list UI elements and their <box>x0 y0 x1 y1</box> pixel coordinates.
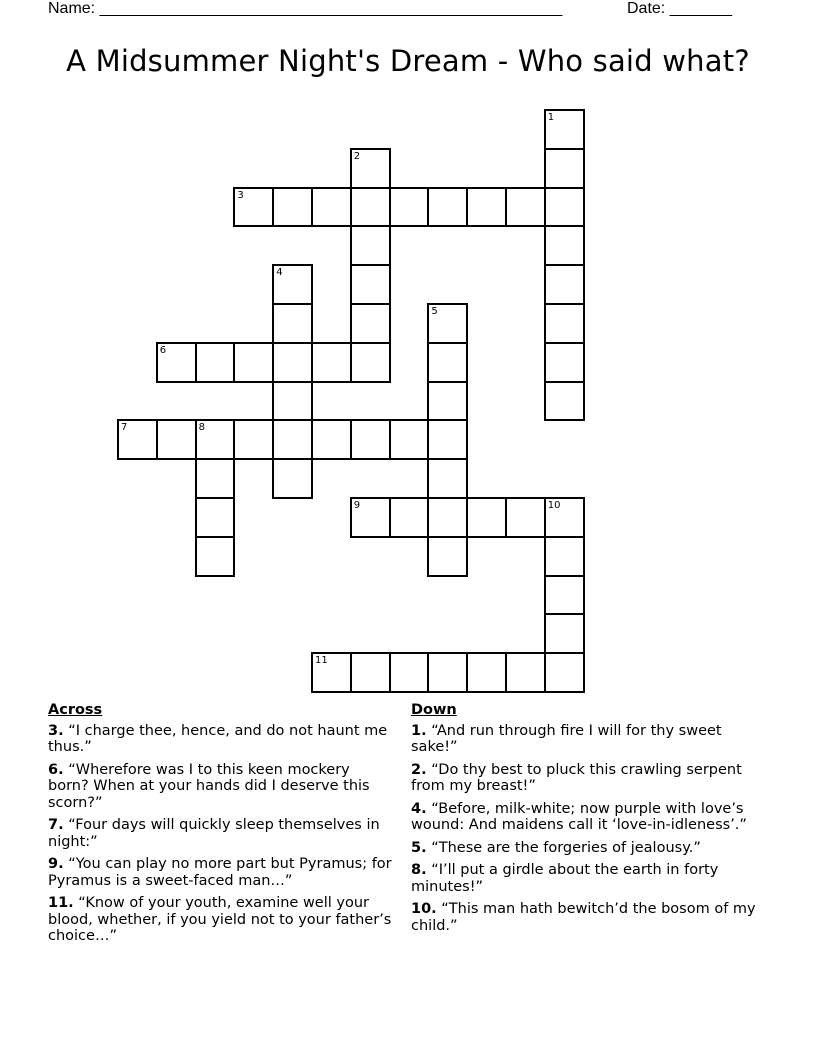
clue-item-text: “I’ll put a girdle about the earth in forty minutes!” <box>411 862 719 895</box>
grid-cell[interactable] <box>544 613 585 654</box>
clue-item-text: “Four days will quickly sleep themselves in night:” <box>48 817 380 850</box>
grid-cell[interactable] <box>466 497 507 538</box>
grid-cell[interactable] <box>466 652 507 693</box>
clue-number: 8 <box>198 422 205 434</box>
grid-cell[interactable] <box>311 342 352 383</box>
grid-cell[interactable] <box>389 187 430 228</box>
name-field-label: Name: ____________________________________________________ <box>48 0 563 17</box>
grid-cell[interactable] <box>427 419 468 460</box>
clue-item-text: “These are the forgeries of jealousy.” <box>426 839 701 856</box>
clue-item-text: “I charge thee, hence, and do not haunt me thus.” <box>48 722 388 755</box>
clue-item-text: “Do thy best to pluck this crawling serpent from my breast!” <box>411 761 742 794</box>
down-clues <box>411 702 761 940</box>
grid-cell[interactable] <box>505 497 546 538</box>
grid-cell[interactable] <box>544 342 585 383</box>
clue-item-text: “This man hath bewitch’d the bosom of my child.” <box>411 901 756 934</box>
grid-cell[interactable] <box>272 458 313 499</box>
clue-item-text: “Wherefore was I to this keen mockery born? When at your hands did I deserve this scorn?” <box>48 761 370 811</box>
grid-cell[interactable] <box>544 381 585 422</box>
clue-number: 4 <box>276 267 283 279</box>
grid-cell[interactable] <box>311 187 352 228</box>
grid-cell[interactable] <box>427 381 468 422</box>
clue-item-number: 5. <box>411 839 427 856</box>
grid-cell[interactable] <box>350 303 391 344</box>
clue-item-number: 11. <box>48 895 74 911</box>
grid-cell[interactable] <box>427 458 468 499</box>
grid-cell[interactable] <box>427 652 468 693</box>
grid-cell[interactable] <box>505 187 546 228</box>
grid-cell[interactable] <box>272 303 313 344</box>
grid-cell[interactable] <box>544 148 585 189</box>
grid-cell[interactable] <box>350 342 391 383</box>
clue-item <box>48 817 393 850</box>
clue-item-number: 3. <box>48 722 64 739</box>
across-clue-list <box>48 723 393 945</box>
grid-cell[interactable] <box>272 342 313 383</box>
clue-number: 1 <box>547 112 555 123</box>
clue-number: 11 <box>315 655 328 667</box>
grid-cell[interactable] <box>427 342 468 383</box>
grid-cell[interactable] <box>427 536 468 577</box>
clue-number: 7 <box>121 422 128 434</box>
clue-item-number: 7. <box>48 817 64 833</box>
down-heading: Down <box>411 702 457 718</box>
clue-number: 6 <box>159 344 167 356</box>
grid-cell[interactable] <box>195 342 236 383</box>
grid-cell[interactable] <box>389 419 430 460</box>
grid-cell[interactable] <box>272 381 313 422</box>
clue-item <box>411 862 761 895</box>
clue-item-text: “And run through fire I will for thy sweet sake!” <box>411 722 722 755</box>
clue-item-number: 6. <box>48 761 64 778</box>
clue-item <box>48 723 393 756</box>
clue-item-number: 8. <box>411 862 427 878</box>
clue-item <box>48 856 393 889</box>
grid-cell[interactable] <box>544 303 585 344</box>
down-clue-list <box>411 723 761 935</box>
grid-cell[interactable] <box>311 419 352 460</box>
clue-item <box>48 895 393 945</box>
grid-cell[interactable] <box>156 419 197 460</box>
grid-cell[interactable] <box>272 187 313 228</box>
grid-cell[interactable] <box>427 497 468 538</box>
grid-cell[interactable] <box>195 458 236 499</box>
grid-cell[interactable] <box>350 225 391 266</box>
clue-number: 5 <box>431 306 438 317</box>
grid-cell[interactable] <box>427 187 468 228</box>
grid-cell[interactable] <box>350 264 391 305</box>
across-clues <box>48 702 393 951</box>
clue-item-number: 1. <box>411 722 427 739</box>
clue-item-number: 2. <box>411 761 427 778</box>
grid-cell[interactable] <box>389 652 430 693</box>
clue-item-number: 10. <box>411 901 437 917</box>
grid-cell[interactable] <box>544 264 585 305</box>
clue-item-number: 4. <box>411 800 427 817</box>
grid-cell[interactable] <box>350 652 391 693</box>
clue-item <box>411 723 761 756</box>
grid-cell[interactable] <box>544 536 585 577</box>
puzzle-title: A Midsummer Night's Dream - Who said what? <box>66 44 750 78</box>
across-heading: Across <box>48 702 103 718</box>
clue-item <box>411 762 761 795</box>
grid-cell[interactable] <box>505 652 546 693</box>
grid-cell[interactable] <box>544 575 585 616</box>
grid-cell[interactable] <box>350 187 391 228</box>
clue-item-text: “You can play no more part but Pyramus; for Pyramus is a sweet-faced man…” <box>48 856 392 889</box>
date-field-label: Date: _______ <box>627 0 732 17</box>
clue-item-text: “Before, milk-white; now purple with love’s wound: And maidens call it ‘love-in-idleness’.” <box>411 800 747 833</box>
clue-item-number: 9. <box>48 856 64 872</box>
grid-cell[interactable] <box>544 652 585 693</box>
clue-item <box>411 840 761 857</box>
clue-item-text: “Know of your youth, examine well your blood, whether, if you yield not to your father’s choice…” <box>48 895 392 944</box>
grid-cell[interactable] <box>544 225 585 266</box>
clue-number: 9 <box>353 500 361 511</box>
grid-cell[interactable] <box>544 187 585 228</box>
clue-number: 10 <box>547 500 561 511</box>
grid-cell[interactable] <box>350 419 391 460</box>
grid-cell[interactable] <box>466 187 507 228</box>
grid-cell[interactable] <box>272 419 313 460</box>
clue-item <box>48 762 393 812</box>
clue-number: 2 <box>353 150 361 162</box>
grid-cell[interactable] <box>389 497 430 538</box>
grid-cell[interactable] <box>195 497 236 538</box>
grid-cell[interactable] <box>233 419 274 460</box>
grid-cell[interactable] <box>233 342 274 383</box>
clue-item <box>411 901 761 934</box>
clue-item <box>411 801 761 834</box>
clue-number: 3 <box>237 189 244 201</box>
grid-cell[interactable] <box>195 536 236 577</box>
